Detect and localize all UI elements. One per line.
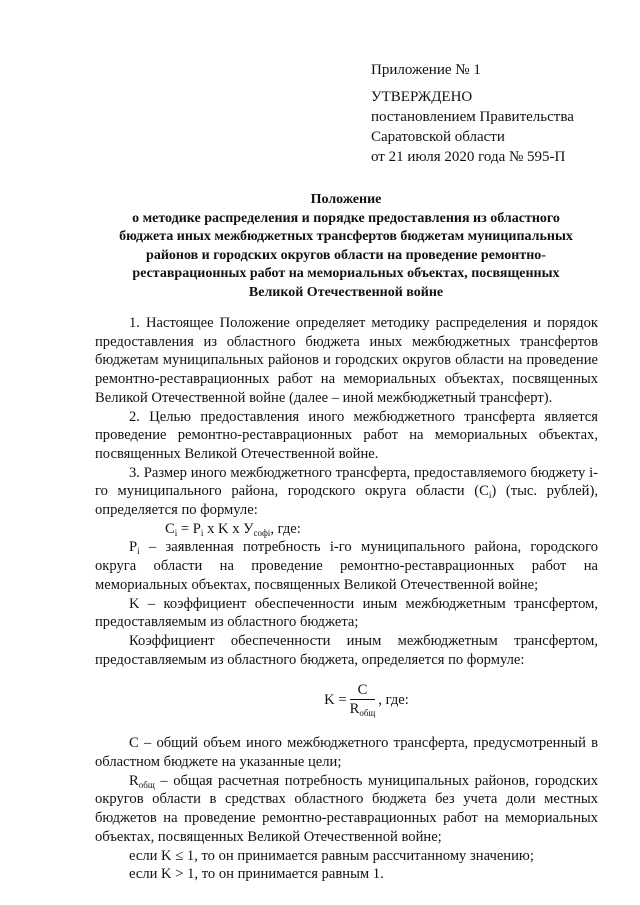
text-run: 3. Размер иного межбюджетного трансферта, предоставляемого бюджету i-го муниципального района, городского округа области (C: [95, 464, 598, 500]
paragraph-3: [95, 464, 598, 520]
fraction-numerator: C: [350, 681, 376, 700]
formula-part: , где:: [270, 520, 301, 537]
subscript: i: [200, 527, 204, 538]
text-run: ) (тыс. рублей), определяется по формуле:: [95, 483, 598, 519]
subscript: софi: [253, 527, 271, 538]
subscript: общ: [359, 708, 376, 719]
paragraph-1: 1. Настоящее Положение определяет методику распределения и порядок предоставления из областного бюджета иных межбюджетных трансфертов бюджетам муниципальных районов и городских округов области на проведение ремонтно-реставрационных работ на мемориальных объектах, посвященных Великой Отечественной войне (далее – иной межбюджетный трансферт).: [95, 315, 598, 406]
formula-part: , где:: [378, 691, 409, 708]
formula-k: [135, 681, 598, 718]
paragraph-7: C – общий объем иного межбюджетного трансферта, предусмотренный в областном бюджете на указанные цели;: [95, 735, 598, 771]
text-run: – общая расчетная потребность муниципальных районов, городских округов области в средствах областного бюджета без учета доли местных бюджетов на проведение ремонтно-реставрационных работ на мемориальных объектах, посвященных Великой Отечественной войне;: [95, 772, 598, 845]
subscript: общ: [138, 779, 155, 790]
text-run: R: [129, 772, 139, 789]
title-line: районов и городских округов области на проведение ремонтно-: [146, 247, 546, 263]
paragraph-2: 2. Целью предоставления иного межбюджетного трансферта является проведение ремонтно-реставрационных работ на мемориальных объектах, посвященных Великой Отечественной войне.: [95, 408, 598, 462]
paragraph-5: K – коэффициент обеспеченности иным межбюджетным трансфертом, предоставляемым из областного бюджета;: [95, 595, 598, 631]
decree-line: Саратовской области: [371, 129, 505, 145]
formula-part: R: [349, 701, 360, 718]
formula-part: x K x У: [203, 520, 254, 537]
paragraph-6: Коэффициент обеспеченности иным межбюджетным трансфертом, предоставляемым из областного бюджета, определяется по формуле:: [95, 632, 598, 668]
title-line: Великой Отечественной войне: [248, 284, 444, 300]
text-run: – заявленная потребность i-го муниципального района, городского округа области на проведение ремонтно-реставрационных работ на мемориальных объектах, посвященных Великой Отечественной войне;: [95, 539, 598, 593]
formula-part: K =: [324, 691, 347, 708]
title-line: Положение: [310, 192, 382, 207]
paragraph-8: [95, 772, 598, 847]
decree-date-line: от 21 июля 2020 года № 595-П: [371, 149, 566, 165]
document-title: [90, 191, 602, 303]
fraction: [350, 681, 376, 718]
title-line: бюджета иных межбюджетных трансфертов бюджетам муниципальных: [119, 229, 573, 245]
approval-header: [371, 60, 574, 167]
paragraph-10: если K > 1, то он принимается равным 1.: [129, 866, 384, 883]
paragraph-9: если K ≤ 1, то он принимается равным рассчитанному значению;: [129, 847, 534, 864]
text-run: P: [129, 539, 138, 556]
paragraph-4: [95, 538, 598, 594]
formula-part: C: [165, 520, 175, 537]
subscript: i: [488, 490, 492, 501]
subscript: i: [174, 527, 178, 538]
approved-label: УТВЕРЖДЕНО: [371, 89, 473, 105]
document-body: [95, 314, 598, 884]
decree-line: постановлением Правительства: [371, 109, 574, 125]
subscript: i: [137, 546, 140, 557]
title-line: реставрационных работ на мемориальных объектах, посвященных: [132, 266, 560, 282]
formula-ci: [95, 520, 598, 539]
fraction-denominator: [350, 700, 376, 718]
appendix-label: Приложение № 1: [371, 62, 481, 78]
formula-part: = P: [177, 520, 201, 537]
title-line: о методике распределения и порядке предоставления из областного: [132, 210, 560, 226]
